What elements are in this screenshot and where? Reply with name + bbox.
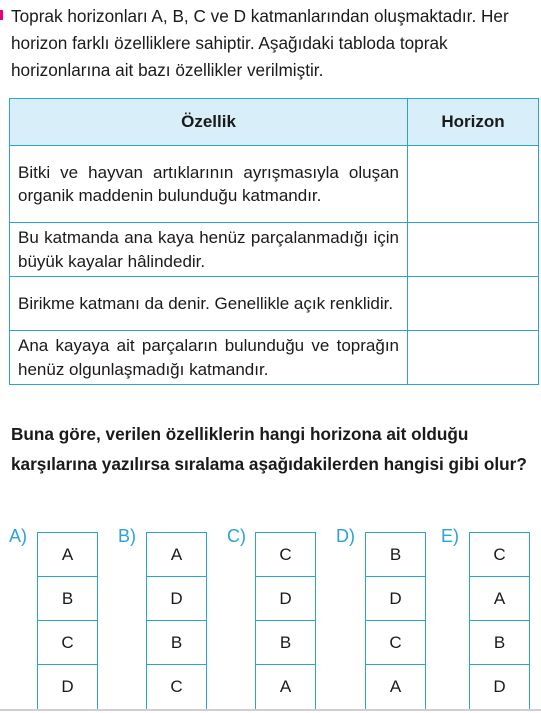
option-b-box[interactable] bbox=[146, 532, 207, 710]
option-e-cell-3: B bbox=[470, 621, 529, 665]
option-a-cell-2: B bbox=[38, 577, 97, 621]
option-e-cell-4: D bbox=[493, 677, 506, 696]
option-e-cell-2: A bbox=[470, 577, 529, 621]
question-text: Buna göre, verilen özelliklerin hangi horizona ait olduğu karşılarına yazılırsa sıralama aşağıdakilerden hangisi gibi olur? bbox=[11, 424, 527, 474]
table-row bbox=[10, 146, 538, 223]
option-b-cell-4: C bbox=[170, 677, 183, 696]
horizon-answer-cell bbox=[408, 331, 539, 385]
option-b-cell-2: D bbox=[147, 577, 206, 621]
table-row bbox=[10, 223, 538, 277]
horizon-answer-cell bbox=[408, 223, 539, 277]
intro-text: Toprak horizonları A, B, C ve D katmanlarından oluşmaktadır. Her horizon farklı özelliklere sahiptir. Aşağıdaki tabloda toprak horizonlarına ait bazı özellikler verilmiştir. bbox=[11, 6, 509, 80]
bottom-divider bbox=[0, 709, 541, 711]
option-d-cell-4: A bbox=[389, 677, 402, 696]
horizon-answer-cell bbox=[408, 277, 539, 331]
option-e-box[interactable] bbox=[469, 532, 530, 710]
header-ozellik: Özellik bbox=[10, 99, 408, 146]
option-b-cell-3: B bbox=[147, 621, 206, 665]
property-cell: Bitki ve hayvan artıklarının ayrışmasıyla oluşan organik maddenin bulunduğu katmandır. bbox=[10, 146, 408, 223]
option-c-cell-4: A bbox=[279, 677, 292, 696]
option-a-cell-3: C bbox=[38, 621, 97, 665]
option-c-letter[interactable]: C) bbox=[227, 526, 246, 546]
option-a-letter[interactable]: A) bbox=[9, 526, 27, 546]
option-d-cell-2: D bbox=[366, 577, 425, 621]
properties-table bbox=[9, 98, 539, 385]
option-b-letter[interactable]: B) bbox=[118, 526, 136, 546]
option-b-cell-1: A bbox=[147, 533, 206, 577]
table-row bbox=[10, 277, 538, 331]
header-horizon: Horizon bbox=[408, 99, 539, 146]
property-cell: Ana kayaya ait parçaların bulunduğu ve toprağın henüz olgunlaşmadığı katmandır. bbox=[10, 331, 408, 385]
option-d-letter[interactable]: D) bbox=[336, 526, 355, 546]
option-d-cell-1: B bbox=[366, 533, 425, 577]
horizon-answer-cell bbox=[408, 146, 539, 223]
option-c-box[interactable] bbox=[255, 532, 316, 710]
table-row bbox=[10, 331, 538, 385]
option-a-box[interactable] bbox=[37, 532, 98, 710]
option-c-cell-1: C bbox=[256, 533, 315, 577]
property-cell: Birikme katmanı da denir. Genellikle açık renklidir. bbox=[10, 277, 408, 331]
option-a-cell-4: D bbox=[61, 677, 74, 696]
property-cell: Bu katmanda ana kaya henüz parçalanmadığı için büyük kayalar hâlindedir. bbox=[10, 223, 408, 277]
option-d-box[interactable] bbox=[365, 532, 426, 710]
option-e-letter[interactable]: E) bbox=[441, 526, 459, 546]
option-e-cell-1: C bbox=[470, 533, 529, 577]
option-a-cell-1: A bbox=[38, 533, 97, 577]
option-d-cell-3: C bbox=[366, 621, 425, 665]
question-marker bbox=[0, 10, 3, 20]
option-c-cell-3: B bbox=[256, 621, 315, 665]
table-header-row bbox=[10, 99, 538, 146]
option-c-cell-2: D bbox=[256, 577, 315, 621]
